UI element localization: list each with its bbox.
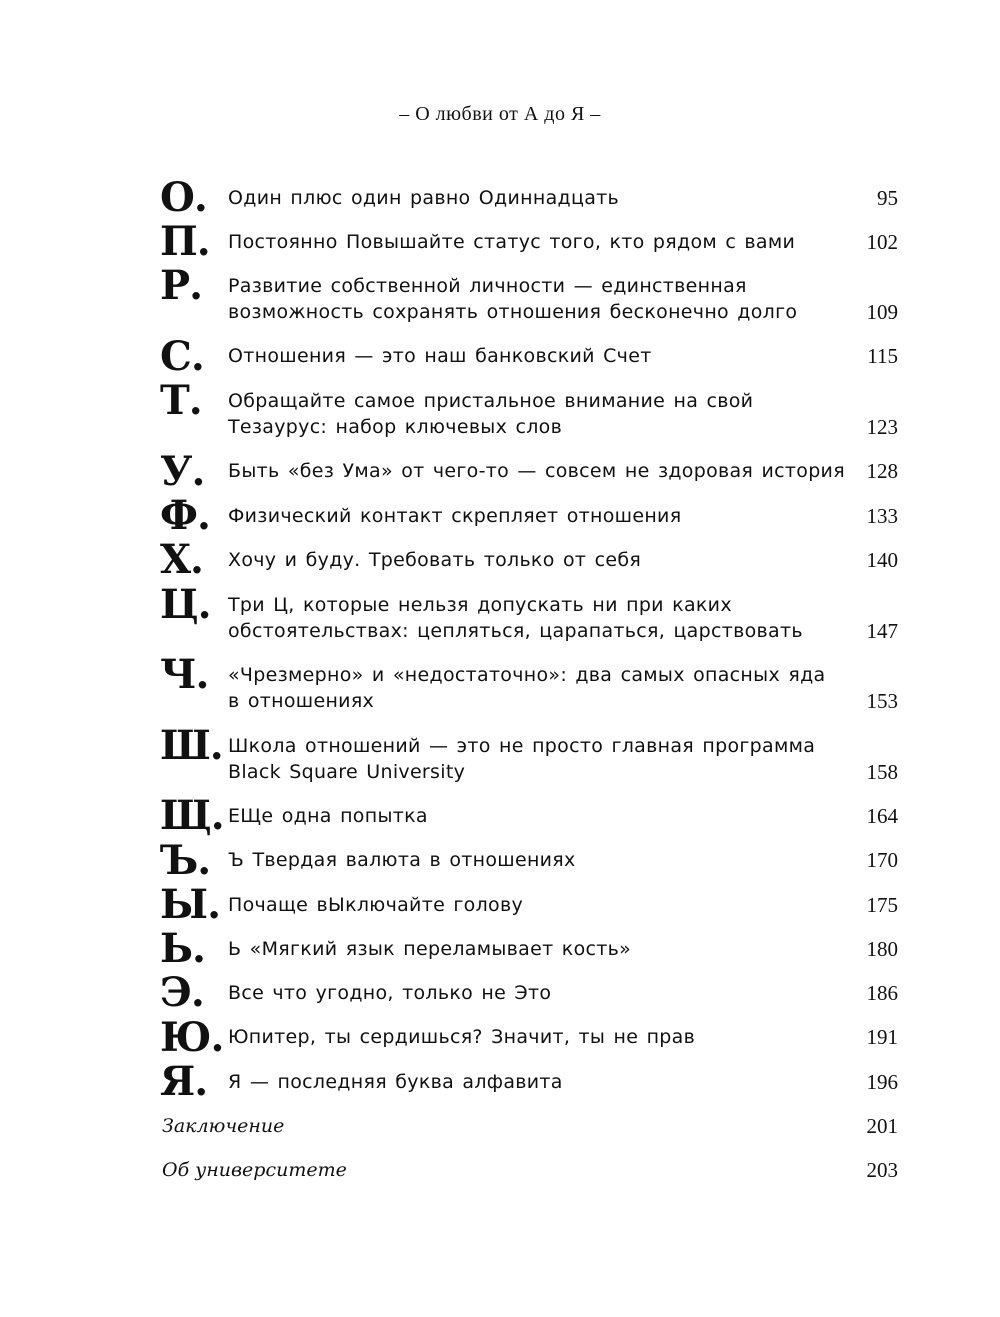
page-number: 191 [866,1025,898,1049]
page-number: 147 [866,619,898,643]
chapter-title [228,547,848,573]
chapter-title [228,847,848,873]
chapter-letter: Х. [160,536,203,583]
chapter-letter: Т. [160,377,202,424]
page-number: 115 [867,344,898,368]
chapter-letter: Р. [160,262,203,309]
chapter-title [228,936,848,962]
chapter-title [228,273,848,325]
chapter-title-line: ЕЩе одна попытка [228,805,428,827]
page-number: 175 [866,893,898,917]
chapter-title [228,1069,848,1095]
chapter-title [228,388,848,440]
chapter-title-line: обстоятельствах: цепляться, царапаться, царствовать [228,620,803,642]
chapter-title-line: Тезаурус: набор ключевых слов [228,416,563,438]
about-university-title: Об университете [162,1159,347,1181]
chapter-title [228,662,848,714]
chapter-title-line: в отношениях [228,690,375,712]
chapter-title [228,458,848,484]
chapter-title-line: возможность сохранять отношения бесконечно долго [228,301,798,323]
page-number: 95 [877,186,898,210]
page-number: 201 [866,1114,898,1138]
chapter-letter: П. [160,218,210,265]
chapter-title-line: Постоянно Повышайте статус того, кто рядом с вами [228,231,796,253]
chapter-title-line: Юпитер, ты сердишься? Значит, ты не прав [228,1026,696,1048]
chapter-letter: Я. [160,1058,208,1105]
page-number: 109 [866,300,898,324]
chapter-letter: Ч. [160,651,209,698]
chapter-letter: Ю. [160,1014,224,1061]
chapter-letter: Ц. [160,581,211,628]
chapter-title-line: Отношения — это наш банковский Счет [228,345,652,367]
chapter-letter: Ш. [160,722,223,769]
page-number: 140 [866,548,898,572]
chapter-title-line: Физический контакт скрепляет отношения [228,505,682,527]
chapter-title [228,185,848,211]
chapter-letter: Э. [160,969,204,1016]
chapter-title-line: Почаще вЫключайте голову [228,894,524,916]
page-number: 102 [866,230,898,254]
chapter-title [228,980,848,1006]
chapter-letter: Ф. [160,492,210,539]
chapter-letter: Ъ. [160,837,211,884]
chapter-letter: Ы. [160,881,220,928]
page-number: 133 [866,504,898,528]
chapter-title [228,892,848,918]
chapter-letter: У. [160,448,205,495]
page-number: 170 [866,848,898,872]
chapter-letter: О. [160,174,207,221]
chapter-title-line: Развитие собственной личности — единственная [228,275,747,297]
chapter-title-line: Школа отношений — это не просто главная программа [228,735,816,757]
chapter-letter: Щ. [160,792,224,839]
running-header: – О любви от А до Я – [399,103,601,125]
chapter-letter: Ь. [160,925,205,972]
page-number: 158 [866,760,898,784]
chapter-letter: С. [160,333,204,380]
chapter-title-line: Обращайте самое пристальное внимание на свой [228,390,754,412]
chapter-title-line: Ъ Твердая валюта в отношениях [228,849,576,871]
chapter-title [228,1024,848,1050]
page-number: 164 [866,804,898,828]
chapter-title-line: Я — последняя буква алфавита [228,1071,563,1093]
page-number: 180 [866,937,898,961]
chapter-title [228,592,848,644]
chapter-title-line: Все что угодно, только не Это [228,982,552,1004]
chapter-title-line: Хочу и буду. Требовать только от себя [228,549,642,571]
page-number: 128 [866,459,898,483]
chapter-title-line: Один плюс один равно Одиннадцать [228,187,620,209]
chapter-title [228,803,848,829]
chapter-title-line: Быть «без Ума» от чего-то — совсем не здоровая история [228,460,845,482]
page-number: 186 [866,981,898,1005]
page-number: 153 [866,689,898,713]
chapter-title [228,343,848,369]
chapter-title [228,733,848,785]
chapter-title-line: Три Ц, которые нельзя допускать ни при каких [228,594,732,616]
chapter-title [228,229,848,255]
chapter-title-line: «Чрезмерно» и «недостаточно»: два самых опасных яда [228,664,826,686]
page-number: 123 [866,415,898,439]
chapter-title-line: Black Square University [228,761,466,783]
chapter-title-line: Ь «Мягкий язык переламывает кость» [228,938,632,960]
conclusion-title: Заключение [162,1115,285,1137]
page-number: 196 [866,1070,898,1094]
chapter-title [228,503,848,529]
page-number: 203 [866,1158,898,1182]
